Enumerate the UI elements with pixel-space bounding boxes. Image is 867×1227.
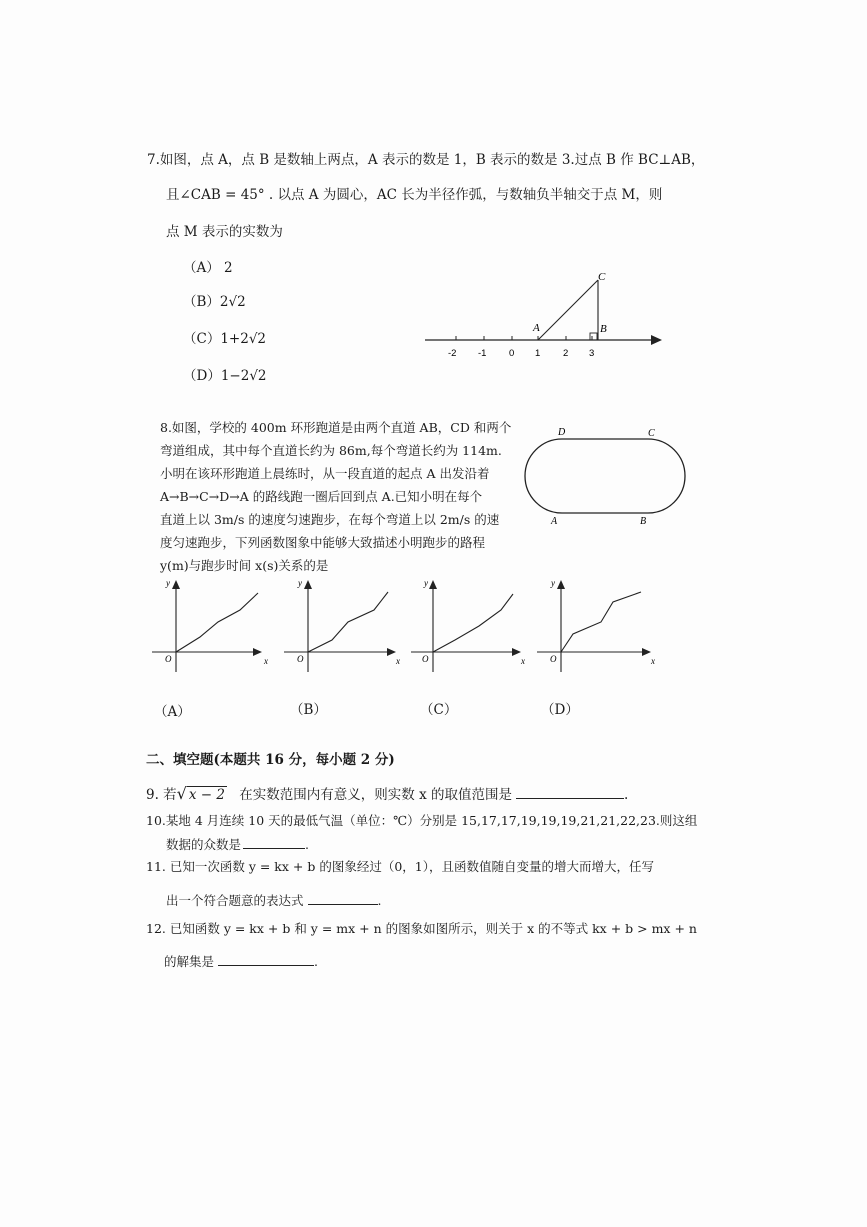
- q8-text: [160, 416, 511, 577]
- q8-line-6: 度匀速跑步，下列函数图象中能够大致描述小明跑步的路程: [160, 535, 486, 550]
- svg-text:y: y: [298, 578, 302, 588]
- q7-line-1: 7.如图，点 A，点 B 是数轴上两点，A 表示的数是 1，B 表示的数是 3.过点 B 作 BC⊥AB，: [147, 152, 705, 168]
- q7-line-3: 点 M 表示的实数为: [166, 224, 283, 240]
- svg-text:O: O: [297, 654, 304, 664]
- track-label-c: C: [648, 428, 655, 439]
- tick-label-neg1: -1: [478, 348, 487, 359]
- tick-label-0: 0: [509, 348, 515, 359]
- segment-ac: [538, 280, 598, 340]
- q8-option-d: （D）: [541, 702, 579, 718]
- svg-text:x: x: [651, 656, 655, 666]
- track-label-a: A: [551, 516, 558, 527]
- q8-option-b: （B）: [290, 702, 327, 718]
- q7-option-c: （C）1+2√2: [183, 331, 267, 347]
- q8-line-1: 8.如图，学校的 400m 环形跑道是由两个直道 AB，CD 和两个: [160, 420, 512, 435]
- q10-line-1: 10.某地 4 月连续 10 天的最低气温（单位：℃）分别是 15,17,17,19,19,19,21,21,22,23.则这组: [146, 813, 698, 828]
- q7-option-d: （D）1−2√2: [183, 368, 267, 384]
- q11-line-1: 11. 已知一次函数 y = kx + b 的图象经过（0，1），且函数值随自变量的增大而增大，任写: [146, 859, 654, 874]
- point-label-a: A: [533, 322, 540, 334]
- q9-prefix: 9. 若: [146, 787, 177, 803]
- arrow-right-icon: [387, 648, 396, 656]
- q7-line-2: 且∠CAB = 45° . 以点 A 为圆心，AC 长为半径作弧，与数轴负半轴交于点 M，则: [166, 187, 663, 203]
- svg-text:x: x: [521, 656, 525, 666]
- q10-line-2: 数据的众数是 .: [166, 834, 309, 853]
- graph-d-curve: [561, 592, 641, 652]
- tick-label-2: 2: [563, 348, 569, 359]
- sqrt-icon: √: [176, 784, 187, 803]
- arrow-up-icon: [172, 580, 180, 589]
- q9-suffix: 在实数范围内有意义，则实数 x 的取值范围是: [239, 787, 512, 803]
- point-label-b: B: [600, 323, 607, 335]
- graph-a-curve: [176, 593, 258, 652]
- tick-label-3: 3: [589, 348, 595, 359]
- q7-number-line-figure: [420, 268, 670, 363]
- q8-track-figure: [515, 422, 695, 530]
- q12-answer-blank[interactable]: [218, 951, 314, 966]
- arrow-up-icon: [557, 580, 565, 589]
- track-label-b: B: [640, 516, 647, 527]
- arrow-right-icon: [253, 648, 262, 656]
- svg-text:x: x: [264, 656, 268, 666]
- q8-graph-d: [535, 574, 665, 674]
- q12-line-2: 的解集是 .: [164, 951, 318, 970]
- q9-answer-blank[interactable]: [516, 784, 624, 799]
- graph-b-curve: [308, 592, 388, 652]
- q11-answer-blank[interactable]: [308, 890, 378, 905]
- q12-line-1: 12. 已知函数 y = kx + b 和 y = mx + n 的图象如图所示，则关于 x 的不等式 kx + b > mx + n: [146, 921, 697, 936]
- tick-label-neg2: -2: [448, 348, 457, 359]
- running-track: [525, 439, 685, 513]
- arrow-right-icon: [512, 648, 521, 656]
- track-label-d: D: [558, 427, 566, 438]
- arrow-up-icon: [304, 580, 312, 589]
- q8-option-c: （C）: [420, 702, 458, 718]
- section-2-heading: 二、填空题(本题共 16 分，每小题 2 分): [146, 752, 395, 768]
- svg-text:y: y: [424, 578, 428, 588]
- q8-option-a: （A）: [154, 704, 191, 720]
- q10-answer-blank[interactable]: [243, 834, 305, 849]
- svg-text:O: O: [422, 654, 429, 664]
- q8-line-3: 小明在该环形跑道上晨练时，从一段直道的起点 A 出发沿着: [160, 466, 490, 481]
- q8-line-5: 直道上以 3m/s 的速度匀速跑步，在每个弯道上以 2m/s 的速: [160, 512, 500, 527]
- q8-graph-c: [409, 574, 539, 674]
- svg-text:x: x: [396, 656, 400, 666]
- q11-line-2: 出一个符合题意的表达式 .: [166, 890, 382, 909]
- q7-option-a: （A） 2: [183, 260, 233, 276]
- point-label-c: C: [598, 271, 606, 283]
- graph-c-curve: [433, 594, 513, 652]
- tick-label-1: 1: [535, 348, 541, 359]
- q8-line-2: 弯道组成，其中每个直道长约为 86m,每个弯道长约为 114m.: [160, 443, 502, 458]
- q9-line: 9. 若√ x − 2 在实数范围内有意义，则实数 x 的取值范围是 .: [146, 784, 629, 803]
- svg-text:y: y: [551, 578, 555, 588]
- arrow-right-icon: [651, 335, 662, 345]
- q8-line-7: y(m)与跑步时间 x(s)关系的是: [160, 558, 329, 573]
- svg-text:O: O: [550, 654, 557, 664]
- arrow-right-icon: [642, 648, 651, 656]
- q8-graph-a: [148, 574, 278, 674]
- q8-graph-b: [282, 574, 412, 674]
- svg-text:O: O: [165, 654, 172, 664]
- q7-option-b: （B）2√2: [183, 294, 246, 310]
- q8-line-4: A→B→C→D→A 的路线跑一圈后回到点 A.已知小明在每个: [160, 489, 483, 504]
- svg-text:y: y: [166, 578, 170, 588]
- arrow-up-icon: [429, 580, 437, 589]
- q9-radicand: x − 2: [188, 787, 225, 803]
- right-angle-mark: [590, 333, 597, 340]
